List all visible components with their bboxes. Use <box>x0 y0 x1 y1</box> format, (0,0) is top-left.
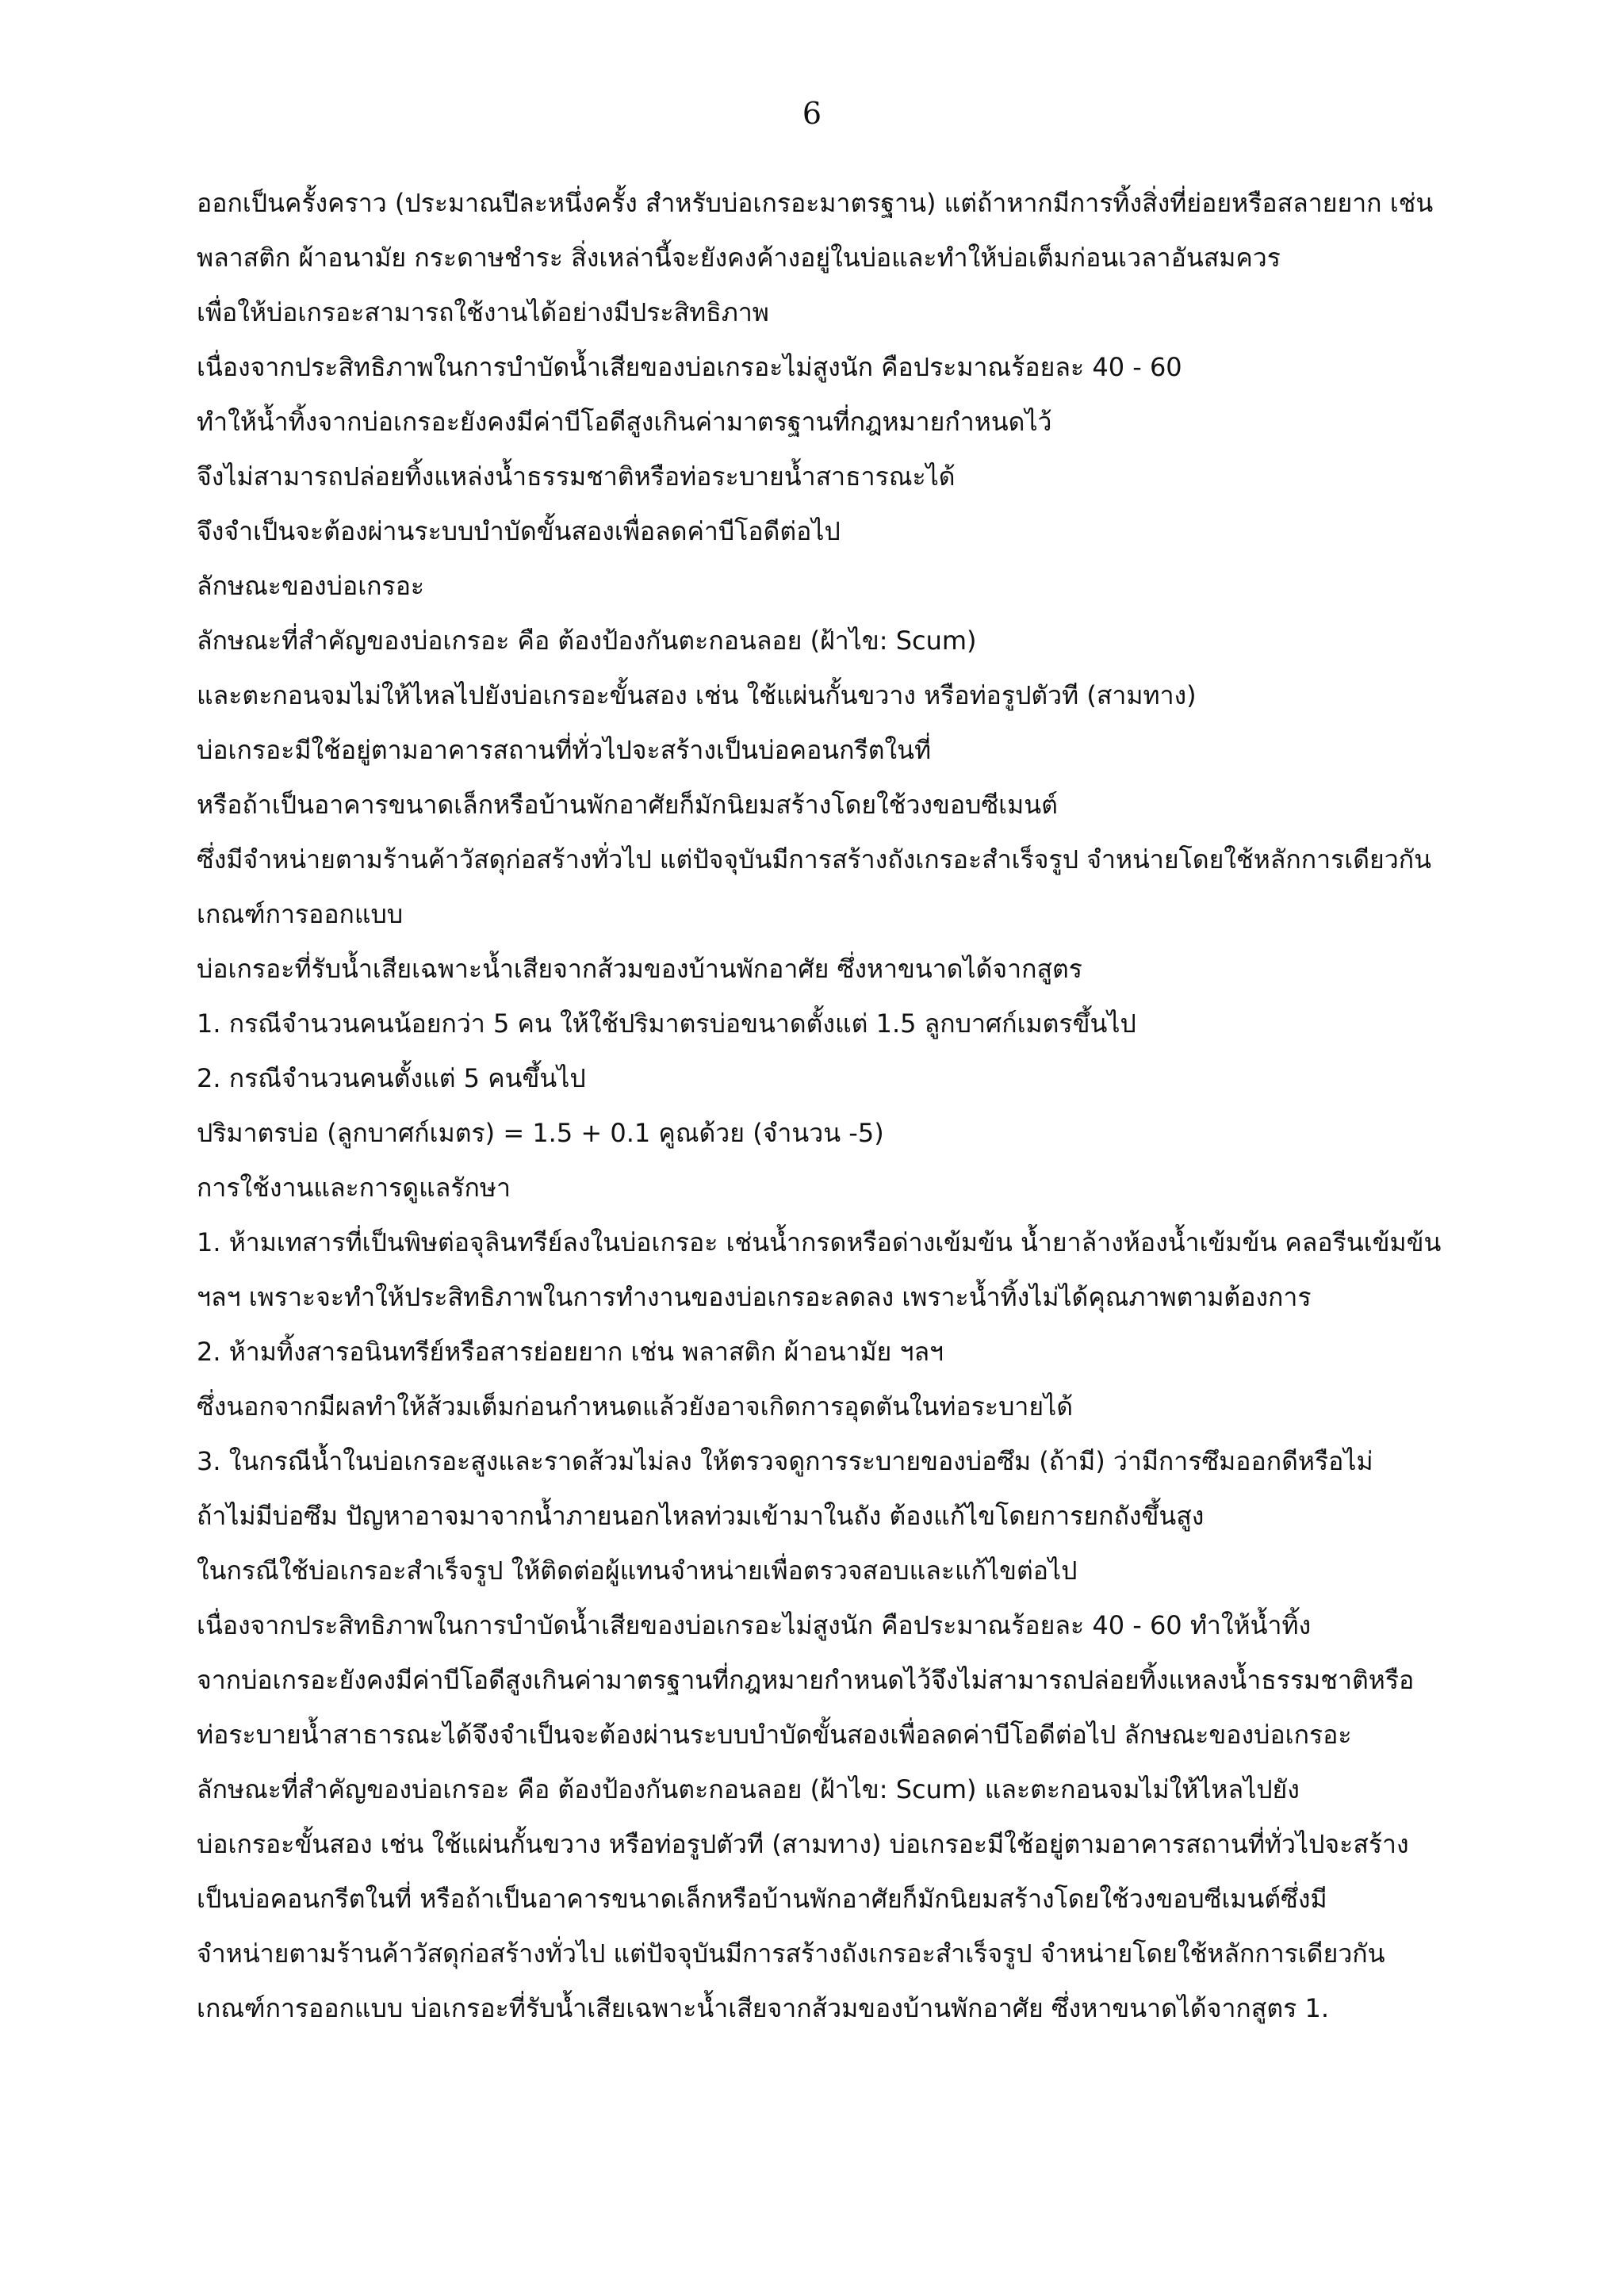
text-line: จึงไม่สามารถปล่อยทิ้งแหล่งน้ำธรรมชาติหรือท่อระบายน้ำสาธารณะได้ <box>197 461 956 492</box>
text-line: 1. ห้ามเทสารที่เป็นพิษต่อจุลินทรีย์ลงในบ่อเกรอะ เช่นน้ำกรดหรือด่างเข้มข้น น้ำยาล้างห้องน้ำเข้มข้น คลอรีนเข้มข้น <box>197 1227 1442 1257</box>
text-line: เกณฑ์การออกแบบ <box>197 899 404 929</box>
text-line: จากบ่อเกรอะยังคงมีค่าบีโอดีสูงเกินค่ามาตรฐานที่กฎหมายกำหนดไว้จึงไม่สามารถปล่อยทิ้งแหลงน้ำธรรมชาติหรือ <box>197 1665 1415 1695</box>
text-line: บ่อเกรอะที่รับน้ำเสียเฉพาะน้ำเสียจากส้วมของบ้านพักอาศัย ซึ่งหาขนาดได้จากสูตร <box>197 954 1082 984</box>
text-line: เป็นบ่อคอนกรีตในที่ หรือถ้าเป็นอาคารขนาดเล็กหรือบ้านพักอาศัยก็มักนิยมสร้างโดยใช้วงขอบซีเมนต์ซึ่งมี <box>197 1884 1327 1914</box>
text-line: พลาสติก ผ้าอนามัย กระดาษชำระ สิ่งเหล่านี้จะยังคงค้างอยู่ในบ่อและทำให้บ่อเต็มก่อนเวลาอันสมควร <box>197 243 1281 273</box>
text-line: หรือถ้าเป็นอาคารขนาดเล็กหรือบ้านพักอาศัยก็มักนิยมสร้างโดยใช้วงขอบซีเมนต์ <box>197 790 1058 820</box>
text-line: ฯลฯ เพราะจะทำให้ประสิทธิภาพในการทำงานของบ่อเกรอะลดลง เพราะน้ำทิ้งไม่ได้คุณภาพตามต้องการ <box>197 1282 1312 1312</box>
text-line: จึงจำเป็นจะต้องผ่านระบบบำบัดขั้นสองเพื่อลดค่าบีโอดีต่อไป <box>197 516 841 546</box>
text-line: ลักษณะที่สำคัญของบ่อเกรอะ คือ ต้องป้องกันตะกอนลอย (ฝ้าไข: Scum) และตะกอนจมไม่ให้ไหลไปยัง <box>197 1774 1300 1804</box>
text-line: และตะกอนจมไม่ให้ไหลไปยังบ่อเกรอะขั้นสอง เช่น ใช้แผ่นกั้นขวาง หรือท่อรูปตัวที (สามทาง) <box>197 680 1197 710</box>
text-line: ถ้าไม่มีบ่อซึม ปัญหาอาจมาจากน้ำภายนอกไหลท่วมเข้ามาในถัง ต้องแก้ไขโดยการยกถังขึ้นสูง <box>197 1501 1205 1531</box>
text-line: บ่อเกรอะมีใช้อยู่ตามอาคารสถานที่ทั่วไปจะสร้างเป็นบ่อคอนกรีตในที่ <box>197 735 932 765</box>
text-line: ทำให้น้ำทิ้งจากบ่อเกรอะยังคงมีค่าบีโอดีสูงเกินค่ามาตรฐานที่กฎหมายกำหนดไว้ <box>197 407 1052 437</box>
page-number: 6 <box>802 96 822 131</box>
text-line: ปริมาตรบ่อ (ลูกบาศก์เมตร) = 1.5 + 0.1 คูณด้วย (จำนวน -5) <box>197 1118 884 1148</box>
text-line: 3. ในกรณีน้ำในบ่อเกรอะสูงและราดส้วมไม่ลง ให้ตรวจดูการระบายของบ่อซึม (ถ้ามี) ว่ามีการซึมออกดีหรือไม่ <box>197 1446 1373 1476</box>
text-line: การใช้งานและการดูแลรักษา <box>197 1173 511 1203</box>
text-line: 2. กรณีจำนวนคนตั้งแต่ 5 คนขึ้นไป <box>197 1063 586 1093</box>
text-line: เนื่องจากประสิทธิภาพในการบำบัดน้ำเสียของบ่อเกรอะไม่สูงนัก คือประมาณร้อยละ 40 - 60 <box>197 352 1182 382</box>
text-line: ซึ่งนอกจากมีผลทำให้ส้วมเต็มก่อนกำหนดแล้วยังอาจเกิดการอุดตันในท่อระบายได้ <box>197 1391 1073 1422</box>
text-line: ออกเป็นครั้งคราว (ประมาณปีละหนึ่งครั้ง สำหรับบ่อเกรอะมาตรฐาน) แต่ถ้าหากมีการทิ้งสิ่งที่ย่อยหรือสลายยาก เช่น <box>197 188 1434 218</box>
text-line: เพื่อให้บ่อเกรอะสามารถใช้งานได้อย่างมีประสิทธิภาพ <box>197 297 769 327</box>
text-line: เกณฑ์การออกแบบ บ่อเกรอะที่รับน้ำเสียเฉพาะน้ำเสียจากส้วมของบ้านพักอาศัย ซึ่งหาขนาดได้จากสูตร 1. <box>197 1993 1329 2023</box>
text-line: เนื่องจากประสิทธิภาพในการบำบัดน้ำเสียของบ่อเกรอะไม่สูงนัก คือประมาณร้อยละ 40 - 60 ทำให้น้ำทิ้ง <box>197 1610 1312 1640</box>
text-line: 1. กรณีจำนวนคนน้อยกว่า 5 คน ให้ใช้ปริมาตรบ่อขนาดตั้งแต่ 1.5 ลูกบาศก์เมตรขึ้นไป <box>197 1008 1136 1039</box>
text-line: 2. ห้ามทิ้งสารอนินทรีย์หรือสารย่อยยาก เช่น พลาสติก ผ้าอนามัย ฯลฯ <box>197 1337 944 1367</box>
text-line: บ่อเกรอะขั้นสอง เช่น ใช้แผ่นกั้นขวาง หรือท่อรูปตัวที (สามทาง) บ่อเกรอะมีใช้อยู่ตามอาคารสถานที่ทั่วไปจะสร้าง <box>197 1829 1409 1859</box>
body-text <box>197 176 1497 2036</box>
text-line: ลักษณะที่สำคัญของบ่อเกรอะ คือ ต้องป้องกันตะกอนลอย (ฝ้าไข: Scum) <box>197 626 977 656</box>
text-line: ในกรณีใช้บ่อเกรอะสำเร็จรูป ให้ติดต่อผู้แทนจำหน่ายเพื่อตรวจสอบและแก้ไขต่อไป <box>197 1556 1078 1586</box>
text-line: จำหน่ายตามร้านค้าวัสดุก่อสร้างทั่วไป แต่ปัจจุบันมีการสร้างถังเกรอะสำเร็จรูป จำหน่ายโดยใช้หลักการเดียวกัน <box>197 1938 1385 1969</box>
text-line: ลักษณะของบ่อเกรอะ <box>197 571 425 601</box>
text-line: ท่อระบายน้ำสาธารณะได้จึงจำเป็นจะต้องผ่านระบบบำบัดขั้นสองเพื่อลดค่าบีโอดีต่อไป ลักษณะของบ่อเกรอะ <box>197 1720 1352 1750</box>
text-line: ซึ่งมีจำหน่ายตามร้านค้าวัสดุก่อสร้างทั่วไป แต่ปัจจุบันมีการสร้างถังเกรอะสำเร็จรูป จำหน่ายโดยใช้หลักการเดียวกัน <box>197 844 1431 874</box>
